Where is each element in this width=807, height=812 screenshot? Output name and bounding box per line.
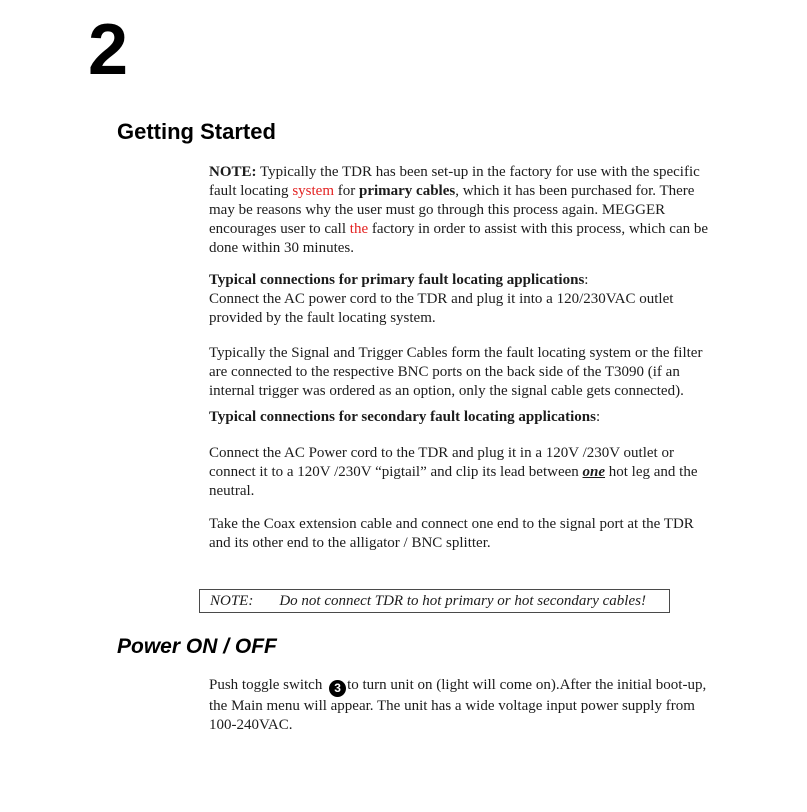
- text-run: Take the Coax extension cable and connect one end to the signal port at the TDR and its other end to the alligator / BNC splitter.: [209, 516, 694, 551]
- paragraph-factory-note: [209, 163, 714, 258]
- paragraph-signal-trigger-cables: [209, 344, 714, 401]
- circled-number-icon: 3: [329, 680, 346, 697]
- chapter-number: 2: [88, 10, 129, 90]
- note-box: [199, 589, 670, 613]
- paragraph-power-toggle: [209, 676, 714, 735]
- paragraph-primary-connections-heading: [209, 271, 714, 290]
- paragraph-secondary-connections-heading: [209, 408, 714, 427]
- note-box-text: Do not connect TDR to hot primary or hot secondary cables!: [279, 592, 646, 609]
- text-run: Connect the AC Power cord to the TDR and plug it in a 120V /230V outlet or connect it to a 120V /230V “pigtail” and clip its lead between: [209, 445, 674, 480]
- note-box-label: NOTE:: [210, 592, 254, 609]
- text-run: NOTE:: [209, 164, 257, 180]
- page-title: Getting Started: [117, 119, 276, 144]
- text-run: system: [292, 183, 334, 199]
- text-run: hot leg and the neutral.: [209, 464, 698, 499]
- section-heading-power-on-off: Power ON / OFF: [117, 635, 277, 658]
- paragraph-primary-connections-body: [209, 290, 714, 328]
- text-run: Push toggle switch: [209, 677, 327, 693]
- text-run: for: [333, 183, 359, 199]
- body-text-column: [209, 163, 714, 553]
- text-run: Connect the AC power cord to the TDR and plug it into a 120/230VAC outlet provided by the fault locating system.: [209, 291, 674, 326]
- text-run: primary cables: [358, 183, 456, 199]
- text-run: Typical connections for primary fault locating applications: [209, 272, 585, 288]
- text-run: the: [349, 221, 369, 237]
- text-run: , which it has been purchased for. There may be reasons why the user must go through this process again. MEGGER encourages user to call: [209, 183, 695, 237]
- text-run: to turn unit on (light will come on).After the initial boot-up, the Main menu will appear. The unit has a wide voltage input power supply from 100-240VAC.: [209, 677, 707, 733]
- paragraph-secondary-connections-body: [209, 444, 714, 501]
- text-run: Typical connections for secondary fault locating applications: [209, 409, 596, 425]
- text-run: Typically the TDR has been set-up in the factory for use with the specific fault locating: [209, 164, 700, 199]
- text-run: :: [595, 409, 601, 425]
- text-run: :: [584, 272, 589, 288]
- paragraph-coax-extension: [209, 515, 714, 553]
- text-run: factory in order to assist with this process, which can be done within 30 minutes.: [209, 221, 709, 256]
- text-run: one: [582, 464, 606, 480]
- text-run: Typically the Signal and Trigger Cables form the fault locating system or the filter are connected to the respective BNC ports on the back side of the T3090 (if an internal trigger was ordered as an option, only the signal cable gets connected).: [209, 345, 703, 399]
